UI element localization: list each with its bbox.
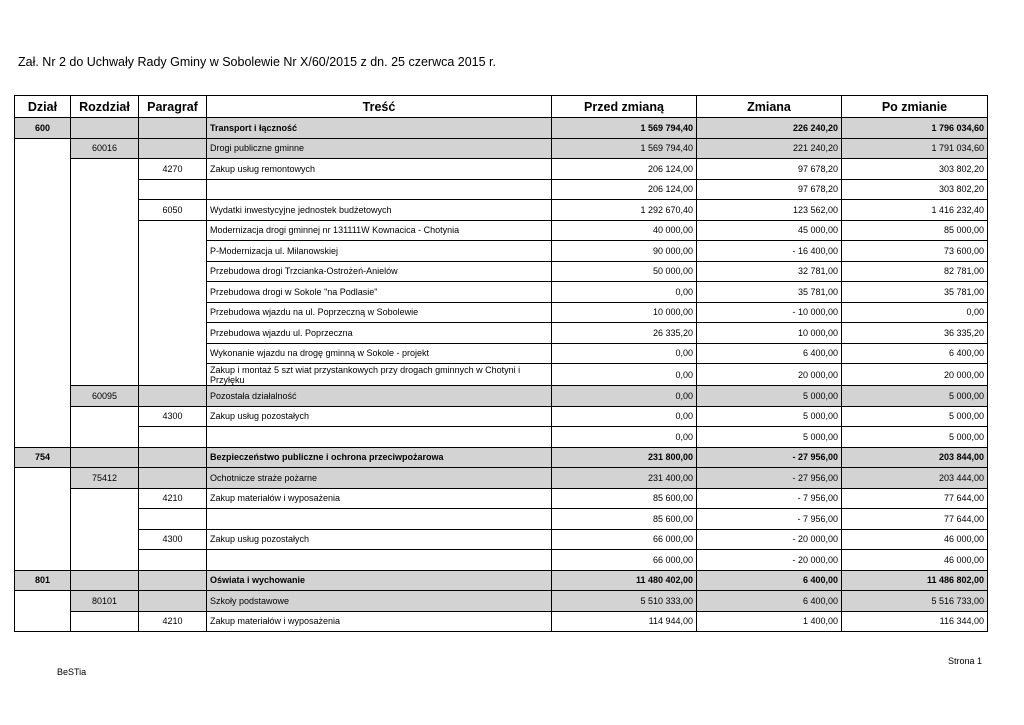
cell-dzial: [15, 200, 71, 221]
cell-po: 36 335,20: [842, 323, 988, 344]
cell-rozdzial: [71, 364, 139, 386]
table-row: [15, 447, 988, 468]
cell-dzial: [15, 343, 71, 364]
table-row: [15, 241, 988, 262]
cell-tresc: Pozostała działalność: [207, 386, 552, 407]
cell-rozdzial: [71, 611, 139, 632]
cell-rozdzial: [71, 118, 139, 139]
cell-przed: 50 000,00: [552, 261, 697, 282]
header-przed-zmiana: Przed zmianą: [552, 96, 697, 118]
cell-paragraf: [139, 282, 207, 303]
cell-dzial: [15, 282, 71, 303]
cell-tresc: Zakup materiałów i wyposażenia: [207, 611, 552, 632]
cell-przed: 11 480 402,00: [552, 570, 697, 591]
cell-zmiana: - 10 000,00: [697, 302, 842, 323]
cell-paragraf: [139, 550, 207, 571]
cell-dzial: [15, 591, 71, 612]
cell-po: 303 802,20: [842, 179, 988, 200]
cell-paragraf: [139, 261, 207, 282]
cell-paragraf: [139, 364, 207, 386]
table-row: [15, 179, 988, 200]
header-rozdzial: Rozdział: [71, 96, 139, 118]
table-row: [15, 468, 988, 489]
table-row: [15, 591, 988, 612]
cell-paragraf: 6050: [139, 200, 207, 221]
table-row: [15, 611, 988, 632]
cell-tresc: Wykonanie wjazdu na drogę gminną w Sokole - projekt: [207, 343, 552, 364]
cell-tresc: Przebudowa wjazdu ul. Poprzeczna: [207, 323, 552, 344]
header-tresc: Treść: [207, 96, 552, 118]
cell-paragraf: [139, 386, 207, 407]
cell-zmiana: 45 000,00: [697, 220, 842, 241]
cell-zmiana: 226 240,20: [697, 118, 842, 139]
cell-po: 303 802,20: [842, 159, 988, 180]
header-dzial: Dział: [15, 96, 71, 118]
cell-po: 77 644,00: [842, 509, 988, 530]
cell-rozdzial: [71, 302, 139, 323]
cell-tresc: [207, 179, 552, 200]
cell-dzial: [15, 220, 71, 241]
cell-rozdzial: [71, 159, 139, 180]
cell-zmiana: 6 400,00: [697, 570, 842, 591]
cell-paragraf: 4210: [139, 611, 207, 632]
cell-dzial: [15, 159, 71, 180]
cell-zmiana: 6 400,00: [697, 591, 842, 612]
cell-dzial: [15, 488, 71, 509]
cell-paragraf: [139, 323, 207, 344]
cell-po: 0,00: [842, 302, 988, 323]
cell-przed: 0,00: [552, 364, 697, 386]
cell-po: 35 781,00: [842, 282, 988, 303]
cell-po: 20 000,00: [842, 364, 988, 386]
cell-zmiana: 5 000,00: [697, 406, 842, 427]
cell-po: 77 644,00: [842, 488, 988, 509]
cell-po: 203 844,00: [842, 447, 988, 468]
cell-dzial: [15, 550, 71, 571]
cell-paragraf: [139, 241, 207, 262]
cell-po: 5 000,00: [842, 406, 988, 427]
cell-dzial: 801: [15, 570, 71, 591]
cell-rozdzial: 80101: [71, 591, 139, 612]
cell-po: 82 781,00: [842, 261, 988, 282]
cell-paragraf: [139, 118, 207, 139]
table-row: [15, 220, 988, 241]
cell-zmiana: - 27 956,00: [697, 447, 842, 468]
cell-zmiana: 32 781,00: [697, 261, 842, 282]
table-row: [15, 261, 988, 282]
cell-rozdzial: 75412: [71, 468, 139, 489]
cell-tresc: [207, 427, 552, 448]
cell-paragraf: [139, 220, 207, 241]
cell-przed: 1 569 794,40: [552, 118, 697, 139]
cell-rozdzial: [71, 200, 139, 221]
cell-zmiana: - 16 400,00: [697, 241, 842, 262]
cell-paragraf: [139, 427, 207, 448]
cell-przed: 90 000,00: [552, 241, 697, 262]
cell-zmiana: 10 000,00: [697, 323, 842, 344]
table-row: [15, 386, 988, 407]
cell-tresc: [207, 550, 552, 571]
cell-po: 85 000,00: [842, 220, 988, 241]
cell-tresc: Zakup materiałów i wyposażenia: [207, 488, 552, 509]
cell-po: 5 516 733,00: [842, 591, 988, 612]
cell-paragraf: [139, 468, 207, 489]
cell-po: 1 416 232,40: [842, 200, 988, 221]
cell-tresc: Przebudowa drogi w Sokole "na Podlasie": [207, 282, 552, 303]
header-paragraf: Paragraf: [139, 96, 207, 118]
cell-tresc: Ochotnicze straże pożarne: [207, 468, 552, 489]
cell-paragraf: 4300: [139, 406, 207, 427]
cell-rozdzial: [71, 406, 139, 427]
cell-zmiana: 97 678,20: [697, 159, 842, 180]
table-row: [15, 570, 988, 591]
table-row: [15, 406, 988, 427]
cell-po: 203 444,00: [842, 468, 988, 489]
table-row: [15, 302, 988, 323]
cell-rozdzial: [71, 488, 139, 509]
cell-rozdzial: [71, 220, 139, 241]
table-row: [15, 138, 988, 159]
cell-po: 116 344,00: [842, 611, 988, 632]
cell-przed: 66 000,00: [552, 550, 697, 571]
cell-dzial: [15, 138, 71, 159]
cell-dzial: [15, 179, 71, 200]
cell-rozdzial: [71, 343, 139, 364]
footer-software-label: BeSTia: [57, 667, 87, 677]
cell-tresc: Transport i łączność: [207, 118, 552, 139]
cell-rozdzial: [71, 447, 139, 468]
cell-dzial: [15, 529, 71, 550]
cell-dzial: [15, 364, 71, 386]
cell-dzial: [15, 468, 71, 489]
cell-rozdzial: 60095: [71, 386, 139, 407]
cell-tresc: Oświata i wychowanie: [207, 570, 552, 591]
cell-przed: 0,00: [552, 386, 697, 407]
cell-dzial: [15, 386, 71, 407]
cell-po: 73 600,00: [842, 241, 988, 262]
cell-tresc: P-Modernizacja ul. Milanowskiej: [207, 241, 552, 262]
cell-zmiana: 20 000,00: [697, 364, 842, 386]
cell-dzial: 600: [15, 118, 71, 139]
cell-przed: 1 569 794,40: [552, 138, 697, 159]
cell-paragraf: 4210: [139, 488, 207, 509]
cell-po: 6 400,00: [842, 343, 988, 364]
table-row: [15, 282, 988, 303]
cell-zmiana: 35 781,00: [697, 282, 842, 303]
cell-tresc: Drogi publiczne gminne: [207, 138, 552, 159]
cell-dzial: [15, 261, 71, 282]
table-row: [15, 427, 988, 448]
page-number: Strona 1: [948, 656, 983, 666]
cell-dzial: [15, 611, 71, 632]
cell-przed: 10 000,00: [552, 302, 697, 323]
cell-przed: 231 800,00: [552, 447, 697, 468]
cell-rozdzial: [71, 282, 139, 303]
cell-dzial: [15, 302, 71, 323]
cell-rozdzial: [71, 529, 139, 550]
cell-rozdzial: [71, 570, 139, 591]
cell-tresc: Bezpieczeństwo publiczne i ochrona przeciwpożarowa: [207, 447, 552, 468]
cell-tresc: Modernizacja drogi gminnej nr 131111W Kownacica - Chotynia: [207, 220, 552, 241]
cell-przed: 0,00: [552, 343, 697, 364]
cell-po: 5 000,00: [842, 386, 988, 407]
header-zmiana: Zmiana: [697, 96, 842, 118]
cell-przed: 206 124,00: [552, 159, 697, 180]
cell-paragraf: 4270: [139, 159, 207, 180]
table-row: [15, 488, 988, 509]
header-po-zmianie: Po zmianie: [842, 96, 988, 118]
cell-zmiana: 123 562,00: [697, 200, 842, 221]
cell-rozdzial: [71, 323, 139, 344]
cell-tresc: Przebudowa wjazdu na ul. Poprzeczną w Sobolewie: [207, 302, 552, 323]
cell-zmiana: - 7 956,00: [697, 509, 842, 530]
table-row: [15, 529, 988, 550]
table-row: [15, 323, 988, 344]
cell-paragraf: [139, 138, 207, 159]
cell-paragraf: [139, 179, 207, 200]
table-row: [15, 364, 988, 386]
cell-przed: 40 000,00: [552, 220, 697, 241]
table-row: [15, 200, 988, 221]
cell-zmiana: - 20 000,00: [697, 529, 842, 550]
budget-table: [14, 95, 988, 632]
cell-dzial: 754: [15, 447, 71, 468]
cell-tresc: [207, 509, 552, 530]
table-row: [15, 509, 988, 530]
cell-paragraf: [139, 509, 207, 530]
cell-przed: 0,00: [552, 406, 697, 427]
cell-zmiana: - 20 000,00: [697, 550, 842, 571]
cell-po: 46 000,00: [842, 550, 988, 571]
table-row: [15, 550, 988, 571]
cell-zmiana: 221 240,20: [697, 138, 842, 159]
cell-zmiana: - 27 956,00: [697, 468, 842, 489]
cell-paragraf: [139, 591, 207, 612]
cell-przed: 5 510 333,00: [552, 591, 697, 612]
cell-dzial: [15, 406, 71, 427]
cell-przed: 0,00: [552, 427, 697, 448]
cell-zmiana: 6 400,00: [697, 343, 842, 364]
cell-rozdzial: [71, 427, 139, 448]
cell-przed: 26 335,20: [552, 323, 697, 344]
cell-paragraf: [139, 343, 207, 364]
cell-przed: 85 600,00: [552, 509, 697, 530]
cell-przed: 114 944,00: [552, 611, 697, 632]
cell-tresc: Zakup i montaż 5 szt wiat przystankowych przy drogach gminnych w Chotyni i Przyłęku: [207, 364, 552, 386]
document-title: Zał. Nr 2 do Uchwały Rady Gminy w Sobolewie Nr X/60/2015 z dn. 25 czerwca 2015 r.: [18, 55, 496, 69]
cell-tresc: Zakup usług remontowych: [207, 159, 552, 180]
cell-rozdzial: 60016: [71, 138, 139, 159]
cell-dzial: [15, 241, 71, 262]
cell-po: 46 000,00: [842, 529, 988, 550]
cell-przed: 85 600,00: [552, 488, 697, 509]
cell-rozdzial: [71, 179, 139, 200]
cell-tresc: Wydatki inwestycyjne jednostek budżetowych: [207, 200, 552, 221]
cell-dzial: [15, 427, 71, 448]
cell-tresc: Zakup usług pozostałych: [207, 529, 552, 550]
cell-tresc: Szkoły podstawowe: [207, 591, 552, 612]
cell-zmiana: 5 000,00: [697, 386, 842, 407]
cell-przed: 231 400,00: [552, 468, 697, 489]
table-row: [15, 159, 988, 180]
cell-przed: 206 124,00: [552, 179, 697, 200]
cell-paragraf: [139, 302, 207, 323]
cell-dzial: [15, 323, 71, 344]
cell-rozdzial: [71, 261, 139, 282]
header-row: [15, 96, 988, 118]
cell-po: 5 000,00: [842, 427, 988, 448]
cell-rozdzial: [71, 241, 139, 262]
cell-rozdzial: [71, 509, 139, 530]
cell-zmiana: 1 400,00: [697, 611, 842, 632]
cell-przed: 66 000,00: [552, 529, 697, 550]
cell-paragraf: 4300: [139, 529, 207, 550]
cell-przed: 0,00: [552, 282, 697, 303]
cell-zmiana: 97 678,20: [697, 179, 842, 200]
cell-zmiana: - 7 956,00: [697, 488, 842, 509]
cell-po: 1 796 034,60: [842, 118, 988, 139]
cell-paragraf: [139, 447, 207, 468]
cell-po: 11 486 802,00: [842, 570, 988, 591]
cell-po: 1 791 034,60: [842, 138, 988, 159]
cell-przed: 1 292 670,40: [552, 200, 697, 221]
cell-rozdzial: [71, 550, 139, 571]
cell-paragraf: [139, 570, 207, 591]
cell-tresc: Przebudowa drogi Trzcianka-Ostrożeń-Anielów: [207, 261, 552, 282]
cell-tresc: Zakup usług pozostałych: [207, 406, 552, 427]
table-row: [15, 118, 988, 139]
cell-zmiana: 5 000,00: [697, 427, 842, 448]
table-row: [15, 343, 988, 364]
cell-dzial: [15, 509, 71, 530]
